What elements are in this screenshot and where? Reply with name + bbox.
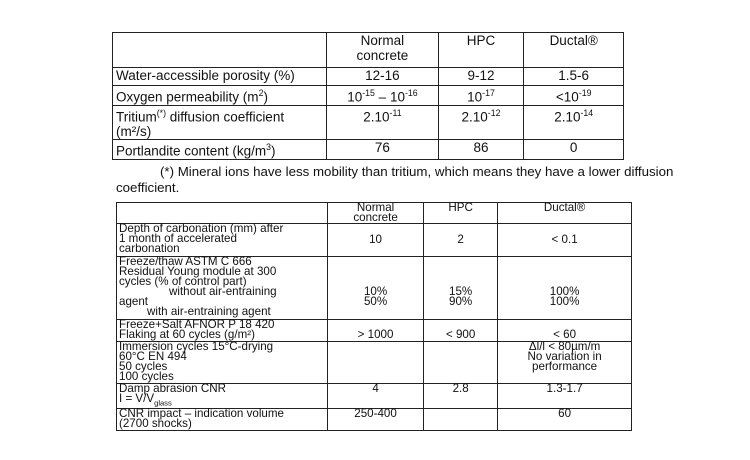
table2-header-empty — [117, 203, 328, 224]
table2-header-row — [117, 203, 632, 224]
tritium-normal: $2.10^{-11}$ — [327, 105, 438, 140]
table2-row-abrasion — [117, 384, 632, 409]
freeze-salt-ductal: < 60 — [498, 320, 632, 342]
table1-header-empty — [113, 33, 327, 68]
header-normal-line2: concrete — [356, 48, 409, 63]
oxygen-ductal: $<10^{-19}$ — [524, 86, 624, 106]
footnote-line2: coefficient. — [116, 180, 180, 195]
header-normal-line1: Normal — [360, 33, 405, 48]
freeze-thaw-label: Freeze/thaw ASTM C 666 Residual Young module at 300 cycles (% of control part) without air-entraining agent with air-entraining agent — [117, 257, 328, 320]
immersion-ductal: Δl/l < 80µm/m No variation in performance — [498, 342, 632, 384]
impact-normal: 250-400 — [328, 409, 424, 431]
table1-header-hpc: HPC — [438, 33, 524, 68]
freeze-thaw-hpc: 15% 90% — [424, 257, 498, 320]
freeze-salt-normal: > 1000 — [328, 320, 424, 342]
table2-row-freeze-thaw — [117, 257, 632, 320]
oxygen-label: Oxygen permeability $(m^2)$ — [113, 86, 327, 106]
freeze-thaw-ductal: 100% 100% — [498, 257, 632, 320]
tritium-hpc: $2.10^{-12}$ — [438, 105, 524, 140]
footnote-line1: (*) Mineral ions have less mobility than tritium, which means they have a lower diffusion — [160, 164, 674, 179]
portlandite-hpc: 86 — [438, 140, 524, 160]
table1-header-row — [113, 33, 624, 68]
table2-header-hpc: HPC — [424, 203, 498, 224]
t2-header-normal-line1: Normal — [356, 201, 395, 214]
table2-header-normal-concrete — [328, 203, 424, 224]
properties-table — [112, 32, 624, 160]
abrasion-normal: 4 — [328, 384, 424, 409]
table2-row-carbonation — [117, 224, 632, 257]
oxygen-normal: $10^{-15} - 10^{-16}$ — [327, 86, 438, 106]
portlandite-label: Portlandite content $(kg/m^3)$ — [113, 140, 327, 160]
table1-row-porosity — [113, 68, 624, 86]
carbonation-normal: 10 — [328, 224, 424, 257]
impact-label: CNR impact – indication volume (2700 shocks) — [117, 409, 328, 431]
carbonation-ductal: < 0.1 — [498, 224, 632, 257]
immersion-hpc — [424, 342, 498, 384]
table2-row-immersion — [117, 342, 632, 384]
immersion-label: Immersion cycles 15°C-drying 60°C EN 494 50 cycles 100 cycles — [117, 342, 328, 384]
footnote — [116, 164, 706, 196]
porosity-normal: 12-16 — [327, 68, 438, 86]
table1-row-oxygen — [113, 86, 624, 106]
freeze-salt-hpc: < 900 — [424, 320, 498, 342]
porosity-ductal: 1.5-6 — [524, 68, 624, 86]
table1-row-tritium — [113, 105, 624, 140]
portlandite-ductal: 0 — [524, 140, 624, 160]
freeze-salt-label: Freeze+Salt AFNOR P 18 420 Flaking at 60 cycles (g/m²) — [117, 320, 328, 342]
porosity-label: Water-accessible porosity (%) — [113, 68, 327, 86]
freeze-thaw-normal: 10% 50% — [328, 257, 424, 320]
table1-row-portlandite — [113, 140, 624, 160]
impact-ductal: 60 — [498, 409, 632, 431]
table2-row-impact — [117, 409, 632, 431]
durability-table — [116, 202, 632, 431]
table1-header-normal-concrete — [327, 33, 438, 68]
abrasion-label: Damp abrasion CNR $I = V/V_{glass}$ — [117, 384, 328, 409]
abrasion-ductal: 1.3-1.7 — [498, 384, 632, 409]
portlandite-normal: 76 — [327, 140, 438, 160]
immersion-normal — [328, 342, 424, 384]
tritium-label: Tritium(*) diffusion coefficient (m²/s) — [113, 105, 327, 140]
carbonation-label: Depth of carbonation (mm) after 1 month of accelerated carbonation — [117, 224, 328, 257]
table2-header-ductal: Ductal® — [498, 203, 632, 224]
table1-header-ductal: Ductal® — [524, 33, 624, 68]
t2-header-normal-line2: concrete — [353, 211, 398, 224]
oxygen-hpc: $10^{-17}$ — [438, 86, 524, 106]
porosity-hpc: 9-12 — [438, 68, 524, 86]
carbonation-hpc: 2 — [424, 224, 498, 257]
impact-hpc — [424, 409, 498, 431]
tritium-ductal: $2.10^{-14}$ — [524, 105, 624, 140]
abrasion-hpc: 2.8 — [424, 384, 498, 409]
table2-row-freeze-salt — [117, 320, 632, 342]
